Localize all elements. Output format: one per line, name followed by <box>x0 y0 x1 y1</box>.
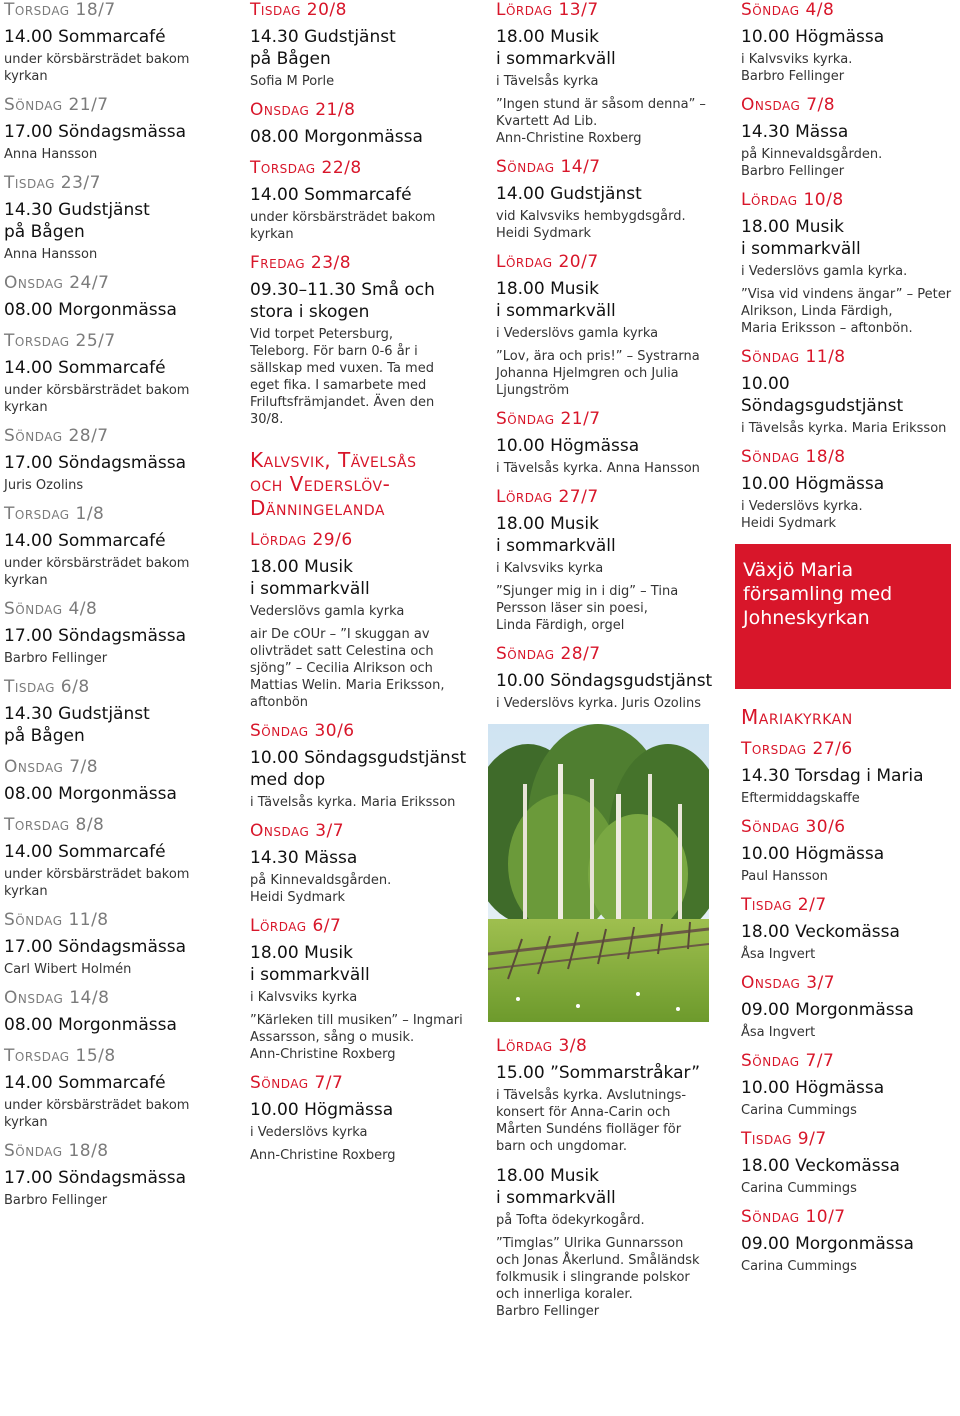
column-4 <box>741 0 955 1275</box>
event-entry <box>4 95 226 163</box>
event-title: 18.00 Musik i sommarkväll <box>741 217 861 259</box>
event-description: ”Visa vid vindens ängar” – Peter Alrikson, Linda Färdigh, Maria Eriksson – aftonbön. <box>741 287 952 336</box>
event-title: 10.00 Högmässa <box>496 436 640 456</box>
event-title: 17.00 Söndagsmässa <box>4 937 187 957</box>
event-day: Söndag 7/7 <box>741 1051 835 1071</box>
event-day: Fredag 23/8 <box>250 253 352 273</box>
event-details: under körsbärsträdet bakom kyrkan <box>4 383 190 415</box>
event-details: i Vederslövs kyrka. Juris Ozolins <box>496 696 701 711</box>
event-entry <box>4 331 226 416</box>
event-entry <box>4 0 226 85</box>
event-day: Onsdag 3/7 <box>250 821 345 841</box>
event-details: i Kalvsviks kyrka <box>250 990 358 1005</box>
event-entry <box>496 409 718 477</box>
section-heading-mariakyrkan: Mariakyrkan <box>741 705 853 729</box>
event-entry <box>250 721 472 811</box>
event-day: Torsdag 8/8 <box>4 815 105 835</box>
event-day: Söndag 10/7 <box>741 1207 846 1227</box>
event-day: Lördag 13/7 <box>496 0 599 20</box>
event-entry <box>250 253 472 428</box>
event-entry <box>4 677 226 747</box>
event-details: på Tofta ödekyrkogård. <box>496 1213 645 1228</box>
event-entry <box>250 0 472 90</box>
event-details: under körsbärsträdet bakom kyrkan <box>250 210 436 242</box>
event-title: 08.00 Morgonmässa <box>250 127 423 147</box>
event-day: Söndag 18/8 <box>4 1141 109 1161</box>
event-details: Anna Hansson <box>4 147 98 162</box>
event-entry <box>4 910 226 978</box>
event-title: 10.00 Söndagsgudstjänst med dop <box>250 748 467 790</box>
event-description: ”Timglas” Ulrika Gunnarsson och Jonas Åkerlund. Småländsk folkmusik i slingrande polskor och innerliga koraler. Barbro Fellinger <box>496 1236 700 1319</box>
event-day: Lördag 3/8 <box>496 1036 588 1056</box>
event-day: Torsdag 15/8 <box>4 1046 116 1066</box>
event-day: Onsdag 21/8 <box>250 100 356 120</box>
section-heading-kalvsvik: Kalvsvik, Tävelsås och Vederslöv- Dänningelanda <box>250 448 417 520</box>
event-details: Juris Ozolins <box>4 478 84 493</box>
event-details: i Tävelsås kyrka. Anna Hansson <box>496 461 700 476</box>
event-day: Lördag 29/6 <box>250 530 353 550</box>
event-details: i Tävelsås kyrka. Avslutnings- konsert för Anna-Carin och Mårten Sundéns fiolläger för barn och ungdomar. <box>496 1088 687 1154</box>
event-entry <box>4 757 226 805</box>
event-details: under körsbärsträdet bakom kyrkan <box>4 556 190 588</box>
event-day: Söndag 14/7 <box>496 157 601 177</box>
event-entry <box>250 916 472 1063</box>
event-day: Torsdag 18/7 <box>4 0 116 20</box>
event-details: i Vederslövs gamla kyrka. <box>741 264 908 279</box>
event-title: 17.00 Söndagsmässa <box>4 453 187 473</box>
event-details: Åsa Ingvert <box>741 1025 816 1040</box>
events-col3-bottom <box>496 1036 718 1320</box>
event-entry <box>496 1165 718 1320</box>
birch-forest-photo <box>488 724 709 1022</box>
event-day: Lördag 27/7 <box>496 487 599 507</box>
event-details: i Kalvsviks kyrka. Barbro Fellinger <box>741 52 853 84</box>
event-title: 08.00 Morgonmässa <box>4 300 177 320</box>
event-entry <box>741 817 955 885</box>
event-details: Vederslövs gamla kyrka <box>250 604 405 619</box>
event-title: 18.00 Veckomässa <box>741 1156 900 1176</box>
event-day: Söndag 21/7 <box>4 95 109 115</box>
event-entry <box>250 158 472 243</box>
event-title: 14.30 Torsdag i Maria <box>741 766 924 786</box>
event-details: Anna Hansson <box>4 247 98 262</box>
event-title: 18.00 Musik i sommarkväll <box>496 1166 616 1208</box>
event-description: air De cOUr – ”I skuggan av olivträdet satt Celestina och sjöng” – Cecilia Alrikson och Mattias Welin. Maria Eriksson, aftonbön <box>250 627 445 710</box>
event-description: Ann-Christine Roxberg <box>250 1148 396 1163</box>
event-details: Carina Cummings <box>741 1259 857 1274</box>
event-details: under körsbärsträdet bakom kyrkan <box>4 867 190 899</box>
event-details: Barbro Fellinger <box>4 651 108 666</box>
event-title: 17.00 Söndagsmässa <box>4 626 187 646</box>
event-description: ”Kärleken till musiken” – Ingmari Assarsson, sång o musik. Ann-Christine Roxberg <box>250 1013 463 1062</box>
event-title: 08.00 Morgonmässa <box>4 784 177 804</box>
event-details: i Tävelsås kyrka. Maria Eriksson <box>250 795 456 810</box>
event-entry <box>4 1046 226 1131</box>
event-entry <box>741 0 955 85</box>
event-details: på Kinnevaldsgården. Barbro Fellinger <box>741 147 883 179</box>
event-details: Carl Wibert Holmén <box>4 962 132 977</box>
event-entry <box>250 1073 472 1164</box>
event-description: ”Ingen stund är såsom denna” – Kvartett Ad Lib. Ann-Christine Roxberg <box>496 97 706 146</box>
event-entry <box>4 273 226 321</box>
event-details: i Tävelsås kyrka <box>496 74 599 89</box>
event-title: 14.30 Mässa <box>250 848 358 868</box>
event-entry <box>496 644 718 712</box>
event-day: Söndag 11/8 <box>741 347 846 367</box>
event-details: Sofia M Porle <box>250 74 335 89</box>
event-entry <box>741 447 955 532</box>
event-details: Åsa Ingvert <box>741 947 816 962</box>
event-title: 18.00 Musik i sommarkväll <box>250 943 370 985</box>
event-entry <box>741 347 955 437</box>
event-entry <box>741 95 955 180</box>
event-title: 14.00 Sommarcafé <box>4 842 166 862</box>
event-entry <box>250 100 472 148</box>
event-day: Söndag 21/7 <box>496 409 601 429</box>
event-title: 09.00 Morgonmässa <box>741 1234 914 1254</box>
event-entry <box>741 973 955 1041</box>
event-details: vid Kalvsviks hembygdsgård. Heidi Sydmark <box>496 209 686 241</box>
event-title: 15.00 ”Sommarstråkar” <box>496 1063 700 1083</box>
event-day: Söndag 7/7 <box>250 1073 344 1093</box>
event-details: Carina Cummings <box>741 1103 857 1118</box>
event-details: Vid torpet Petersburg, Teleborg. För barn 0-6 år i sällskap med vuxen. Ta med eget fika. I samarbete med Friluftsfrämjandet. Även den 30/8. <box>250 327 435 427</box>
event-entry <box>741 1051 955 1119</box>
event-entry <box>250 530 472 711</box>
event-details: Carina Cummings <box>741 1181 857 1196</box>
event-details: under körsbärsträdet bakom kyrkan <box>4 1098 190 1130</box>
event-day: Lördag 10/8 <box>741 190 844 210</box>
event-details: i Vederslövs kyrka. Heidi Sydmark <box>741 499 863 531</box>
event-title: 18.00 Musik i sommarkväll <box>496 279 616 321</box>
event-title: 14.00 Sommarcafé <box>4 531 166 551</box>
event-entry <box>4 1141 226 1209</box>
event-day: Söndag 28/7 <box>496 644 601 664</box>
event-title: 10.00 Högmässa <box>741 27 885 47</box>
event-title: 14.00 Sommarcafé <box>250 185 412 205</box>
event-entry <box>741 1207 955 1275</box>
events-col4-top <box>741 0 955 532</box>
parish-banner: Växjö Maria församling med Johneskyrkan <box>735 544 951 689</box>
event-details: på Kinnevaldsgården. Heidi Sydmark <box>250 873 392 905</box>
event-entry <box>496 1036 718 1155</box>
event-details: Paul Hansson <box>741 869 828 884</box>
event-day: Onsdag 24/7 <box>4 273 110 293</box>
events-col2-top <box>250 0 472 428</box>
event-entry <box>496 252 718 399</box>
event-title: 14.30 Gudstjänst på Bågen <box>250 27 396 69</box>
event-entry <box>250 821 472 906</box>
event-title: 10.00 Högmässa <box>741 1078 885 1098</box>
column-3 <box>496 0 718 1320</box>
event-entry <box>741 895 955 963</box>
event-day: Onsdag 7/8 <box>4 757 99 777</box>
event-details: i Vederslövs gamla kyrka <box>496 326 659 341</box>
event-title: 09.30–11.30 Små och stora i skogen <box>250 280 435 322</box>
event-day: Lördag 6/7 <box>250 916 342 936</box>
event-description: ”Sjunger mig in i dig” – Tina Persson läser sin poesi, Linda Färdigh, orgel <box>496 584 679 633</box>
event-day: Torsdag 27/6 <box>741 739 853 759</box>
event-day: Söndag 11/8 <box>4 910 109 930</box>
event-day: Lördag 20/7 <box>496 252 599 272</box>
event-day: Tisdag 20/8 <box>250 0 347 20</box>
events-col4-bottom <box>741 739 955 1275</box>
event-entry <box>4 504 226 589</box>
event-details: i Tävelsås kyrka. Maria Eriksson <box>741 421 947 436</box>
event-title: 10.00 Högmässa <box>250 1100 394 1120</box>
event-day: Söndag 28/7 <box>4 426 109 446</box>
event-title: 17.00 Söndagsmässa <box>4 122 187 142</box>
event-day: Onsdag 3/7 <box>741 973 836 993</box>
event-day: Onsdag 14/8 <box>4 988 110 1008</box>
event-title: 10.00 Högmässa <box>741 844 885 864</box>
column-1 <box>4 0 226 1209</box>
event-entry <box>4 426 226 494</box>
event-entry <box>741 739 955 807</box>
event-entry <box>4 988 226 1036</box>
event-day: Torsdag 22/8 <box>250 158 362 178</box>
event-entry <box>741 190 955 337</box>
event-title: 18.00 Musik i sommarkväll <box>250 557 370 599</box>
event-entry <box>496 157 718 242</box>
event-title: 14.00 Sommarcafé <box>4 358 166 378</box>
event-title: 14.30 Mässa <box>741 122 849 142</box>
event-day: Tisdag 6/8 <box>4 677 90 697</box>
event-day: Torsdag 25/7 <box>4 331 116 351</box>
event-title: 14.30 Gudstjänst på Bågen <box>4 704 150 746</box>
landscape-image <box>488 724 709 1022</box>
event-description: ”Lov, ära och pris!” – Systrarna Johanna Hjelmgren och Julia Ljungström <box>496 349 700 398</box>
event-title: 10.00 Söndagsgudstjänst <box>496 671 713 691</box>
event-title: 14.00 Sommarcafé <box>4 27 166 47</box>
event-title: 14.00 Gudstjänst <box>496 184 642 204</box>
event-day: Söndag 4/8 <box>741 0 835 20</box>
event-day: Tisdag 2/7 <box>741 895 827 915</box>
event-title: 08.00 Morgonmässa <box>4 1015 177 1035</box>
event-title: 18.00 Veckomässa <box>741 922 900 942</box>
events-col2-bottom <box>250 530 472 1164</box>
event-title: 17.00 Söndagsmässa <box>4 1168 187 1188</box>
events-col3-top <box>496 0 718 712</box>
event-entry <box>4 815 226 900</box>
event-title: 14.30 Gudstjänst på Bågen <box>4 200 150 242</box>
event-entry <box>741 1129 955 1197</box>
column-2 <box>250 0 472 1164</box>
event-details: i Vederslövs kyrka <box>250 1125 368 1140</box>
event-day: Söndag 30/6 <box>741 817 846 837</box>
event-entry <box>4 173 226 263</box>
event-entry <box>4 599 226 667</box>
event-day: Tisdag 9/7 <box>741 1129 827 1149</box>
event-day: Söndag 4/8 <box>4 599 98 619</box>
event-details: Barbro Fellinger <box>4 1193 108 1208</box>
event-day: Tisdag 23/7 <box>4 173 101 193</box>
event-title: 10.00 Högmässa <box>741 474 885 494</box>
event-title: 14.00 Sommarcafé <box>4 1073 166 1093</box>
event-day: Söndag 30/6 <box>250 721 355 741</box>
event-entry <box>496 487 718 634</box>
event-title: 18.00 Musik i sommarkväll <box>496 27 616 69</box>
event-title: 09.00 Morgonmässa <box>741 1000 914 1020</box>
event-title: 18.00 Musik i sommarkväll <box>496 514 616 556</box>
event-day: Onsdag 7/8 <box>741 95 836 115</box>
event-details: Eftermiddagskaffe <box>741 791 860 806</box>
event-details: i Kalvsviks kyrka <box>496 561 604 576</box>
event-day: Söndag 18/8 <box>741 447 846 467</box>
event-day: Torsdag 1/8 <box>4 504 105 524</box>
event-entry <box>496 0 718 147</box>
event-title: 10.00 Söndagsgudstjänst <box>741 374 904 416</box>
event-details: under körsbärsträdet bakom kyrkan <box>4 52 190 84</box>
